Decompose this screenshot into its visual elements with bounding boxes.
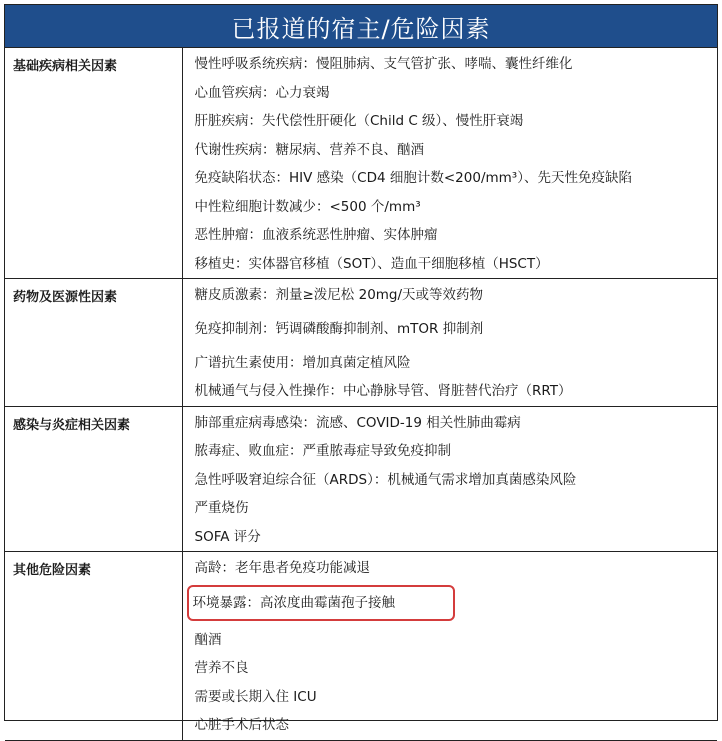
items-cell — [182, 279, 717, 407]
list-item: 高龄：老年患者免疫功能减退 — [194, 560, 370, 576]
items-cell — [182, 406, 717, 552]
list-item: 肺部重症病毒感染：流感、COVID-19 相关性肺曲霉病 — [194, 414, 521, 431]
list-item: 心血管疾病：心力衰竭 — [194, 84, 330, 101]
risk-factor-table — [5, 48, 717, 741]
category-cell: 其他危险因素 — [5, 552, 182, 741]
list-item: 急性呼吸窘迫综合征（ARDS）：机械通气需求增加真菌感染风险 — [194, 471, 577, 488]
category-cell: 感染与炎症相关因素 — [5, 406, 182, 552]
list-item: 糖皮质激素：剂量≥泼尼松 20mg/天或等效药物 — [194, 287, 484, 303]
list-item: 肝脏疾病：失代偿性肝硬化（Child C 级）、慢性肝衰竭 — [194, 113, 524, 129]
table-row — [5, 279, 717, 407]
items-cell — [182, 552, 717, 741]
items-cell — [182, 48, 717, 279]
list-item: 移植史：实体器官移植（SOT）、造血干细胞移植（HSCT） — [194, 255, 549, 272]
list-item: 免疫缺陷状态：HIV 感染（CD4 细胞计数<200/mm³）、先天性免疫缺陷 — [194, 170, 632, 186]
list-item: 中性粒细胞计数减少：<500 个/mm³ — [194, 198, 421, 215]
list-item: 酗酒 — [194, 631, 222, 648]
table-title: 已报道的宿主/危险因素 — [5, 5, 717, 48]
list-item: 代谢性疾病：糖尿病、营养不良、酗酒 — [194, 141, 424, 158]
list-item: SOFA 评分 — [194, 528, 261, 545]
list-item: 机械通气与侵入性操作：中心静脉导管、肾脏替代治疗（RRT） — [194, 383, 572, 399]
list-item: 营养不良 — [194, 660, 249, 676]
list-item: 脓毒症、败血症：严重脓毒症导致免疫抑制 — [194, 443, 451, 459]
table-row — [5, 406, 717, 552]
table-row — [5, 48, 717, 279]
list-item: 免疫抑制剂：钙调磷酸酶抑制剂、mTOR 抑制剂 — [194, 320, 484, 337]
list-item: 严重烧伤 — [194, 500, 249, 516]
category-cell: 基础疾病相关因素 — [5, 48, 182, 279]
list-item: 心脏手术后状态 — [194, 717, 289, 733]
list-item: 需要或长期入住 ICU — [194, 688, 317, 705]
list-item: 慢性呼吸系统疾病：慢阻肺病、支气管扩张、哮喘、囊性纤维化 — [194, 56, 573, 72]
table-row — [5, 552, 717, 741]
list-item: 恶性肿瘤：血液系统恶性肿瘤、实体肿瘤 — [194, 227, 438, 243]
category-cell: 药物及医源性因素 — [5, 279, 182, 407]
list-item: 广谱抗生素使用：增加真菌定植风险 — [194, 354, 411, 371]
risk-factor-table-frame — [4, 4, 718, 733]
highlighted-list-item: 环境暴露：高浓度曲霉菌孢子接触 — [187, 585, 455, 621]
